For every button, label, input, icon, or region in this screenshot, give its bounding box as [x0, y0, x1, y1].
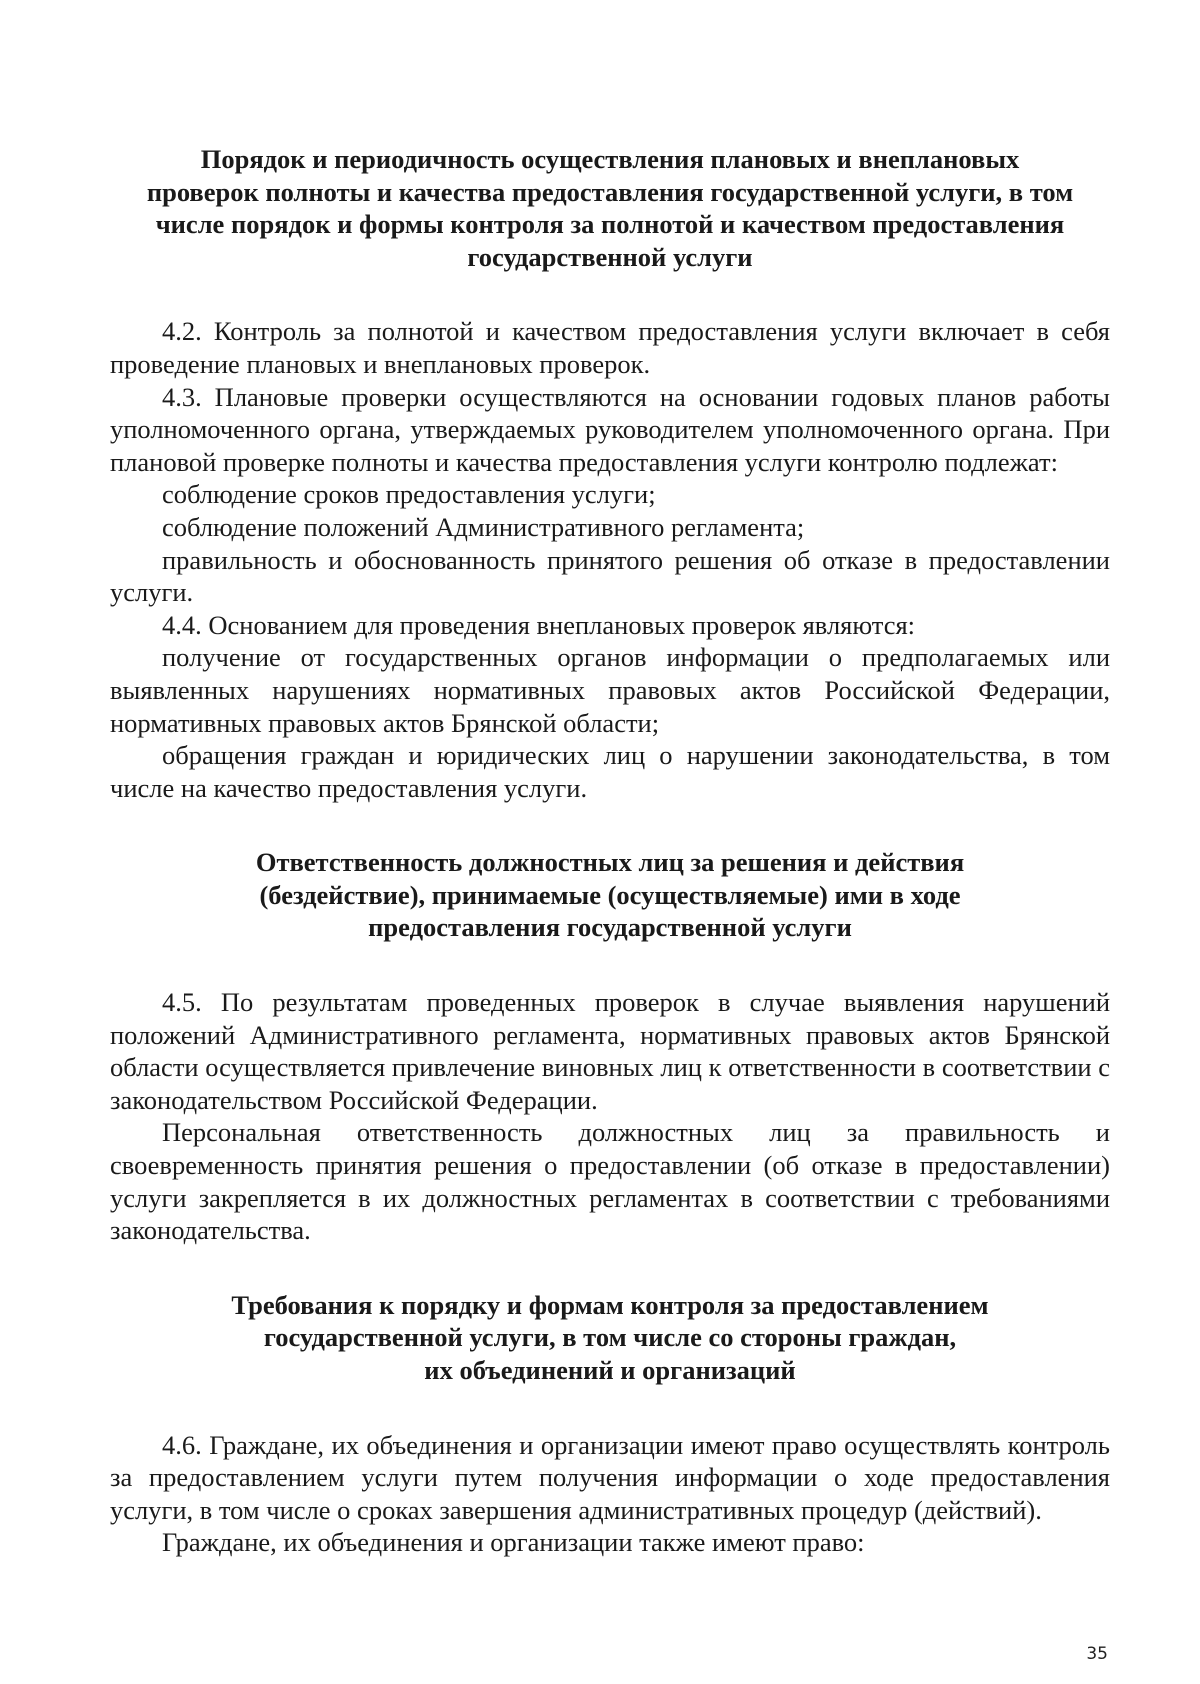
list-item: соблюдение сроков предоставления услуги; [162, 479, 656, 510]
heading-line: государственной услуги, в том числе со стороны граждан, [263, 1322, 957, 1353]
section-heading-inspections [110, 143, 1110, 273]
section-heading-control-requirements [110, 1289, 1110, 1387]
heading-line: Ответственность должностных лиц за решения и действия [255, 847, 965, 878]
heading-line: Порядок и периодичность осуществления плановых и внеплановых [200, 144, 1020, 174]
heading-line: государственной услуги [467, 241, 753, 272]
paragraph-personal-responsibility: Персональная ответственность должностных лиц за правильность и своевременность принятия решения о предоставлении (об отказе в предоставлении) услуги закрепляется в их должностных регламентах в соответствии с требованиями законодательства. [110, 1117, 1110, 1246]
paragraph-citizens-rights: Граждане, их объединения и организации также имеют право: [162, 1527, 865, 1558]
heading-line: Требования к порядку и формам контроля за предоставлением [231, 1289, 989, 1320]
paragraph-4-5: 4.5. По результатам проведенных проверок в случае выявления нарушений положений Административного регламента, нормативных правовых актов Брянской области осуществляется привлечение виновных лиц к ответственности в соответствии с законодательством Российской Федерации. [110, 987, 1110, 1115]
heading-line: проверок полноты и качества предоставления государственной услуги, в том [146, 176, 1074, 207]
paragraph-4-6: 4.6. Граждане, их объединения и организации имеют право осуществлять контроль за предоставлением услуги путем получения информации о ходе предоставления услуги, в том числе о сроках завершения административных процедур (действий). [110, 1429, 1110, 1525]
heading-line: (бездействие), принимаемые (осуществляемые) ими в ходе [259, 879, 961, 910]
paragraph-4-4: 4.4. Основанием для проведения внеплановых проверок являются: [162, 609, 916, 640]
list-item: соблюдение положений Административного регламента; [162, 511, 805, 542]
list-item: обращения граждан и юридических лиц о нарушении законодательства, в том числе на качество предоставления услуги. [110, 740, 1110, 803]
heading-line: предоставления государственной услуги [368, 912, 852, 943]
heading-line: числе порядок и формы контроля за полнотой и качеством предоставления [155, 209, 1065, 240]
paragraph-4-3: 4.3. Плановые проверки осуществляются на основании годовых планов работы уполномоченного органа, утверждаемых руководителем уполномоченного органа. При плановой проверке полноты и качества предоставления услуги контролю подлежат: [110, 381, 1110, 477]
list-item: правильность и обоснованность принятого решения об отказе в предоставлении услуги. [110, 544, 1110, 608]
section-heading-responsibility [110, 846, 1110, 944]
paragraph-4-2: 4.2. Контроль за полнотой и качеством предоставления услуги включает в себя проведение плановых и внеплановых проверок. [110, 316, 1110, 379]
list-item: получение от государственных органов информации о предполагаемых или выявленных нарушениях нормативных правовых актов Российской Федерации, нормативных правовых актов Брянской области; [110, 642, 1110, 738]
page-content [110, 143, 1110, 1559]
heading-line: их объединений и организаций [424, 1355, 796, 1385]
page-number: 35 [1086, 1644, 1108, 1664]
